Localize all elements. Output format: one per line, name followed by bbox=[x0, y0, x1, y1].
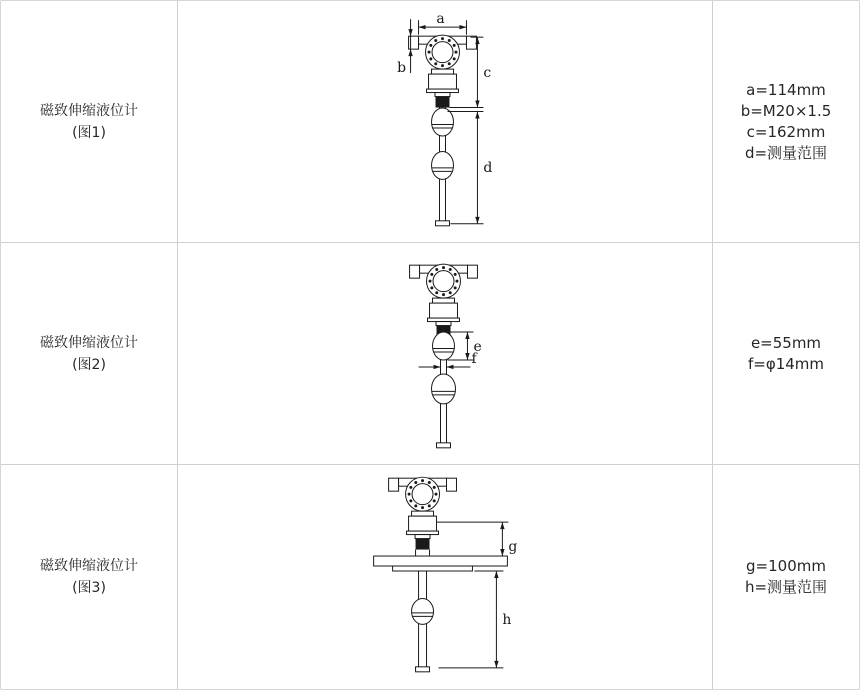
row3-label-cell bbox=[1, 465, 178, 689]
row2-specs-cell bbox=[713, 243, 859, 465]
transmitter-head bbox=[410, 264, 478, 336]
dim-label-b: b bbox=[397, 59, 407, 76]
row3-figure-cell bbox=[178, 465, 713, 689]
fig3-drawing bbox=[178, 465, 712, 689]
spec-line: c=162mm bbox=[746, 122, 826, 141]
mounting-flange-hub bbox=[393, 566, 473, 571]
dim-label-d: d bbox=[483, 159, 493, 176]
fig1-drawing bbox=[178, 1, 712, 243]
dimension-a bbox=[419, 11, 467, 34]
row1-figure-cell bbox=[178, 1, 713, 243]
dimension-g bbox=[437, 522, 518, 556]
figure-number: (图3) bbox=[72, 580, 106, 596]
float bbox=[433, 332, 455, 360]
dim-label-g: g bbox=[508, 539, 518, 556]
spec-line: g=100mm bbox=[746, 557, 826, 575]
dimension-b bbox=[397, 19, 413, 76]
dim-label-c: c bbox=[483, 64, 492, 81]
spec-line: b=M20×1.5 bbox=[740, 101, 832, 120]
row2-figure-cell bbox=[178, 243, 713, 465]
float bbox=[432, 151, 454, 179]
rod-end-cap bbox=[436, 220, 450, 225]
dim-label-f: f bbox=[471, 350, 477, 367]
float bbox=[412, 598, 434, 624]
instrument-name: 磁致伸缩液位计 bbox=[40, 102, 138, 119]
spec-line: e=55mm bbox=[750, 333, 822, 352]
row2-label-cell bbox=[1, 243, 178, 465]
dimension-d bbox=[447, 111, 492, 223]
row1-label-cell bbox=[1, 1, 178, 243]
mounting-flange bbox=[374, 556, 508, 566]
dim-label-h: h bbox=[502, 611, 512, 628]
row3-specs-cell bbox=[713, 465, 859, 689]
transmitter-head bbox=[389, 477, 457, 549]
rod-end-cap bbox=[437, 442, 451, 447]
instrument-name: 磁致伸缩液位计 bbox=[40, 334, 138, 351]
float bbox=[432, 373, 456, 403]
fig2-drawing bbox=[178, 243, 712, 465]
figure-number: (图1) bbox=[72, 124, 106, 141]
spec-line: d=测量范围 bbox=[744, 143, 828, 162]
transmitter-head bbox=[409, 35, 477, 107]
instrument-name: 磁致伸缩液位计 bbox=[40, 558, 138, 574]
spec-line: a=114mm bbox=[746, 80, 826, 99]
dim-label-a: a bbox=[436, 10, 445, 27]
dim-label-e: e bbox=[473, 338, 482, 355]
spec-line: h=测量范围 bbox=[744, 578, 828, 596]
rod-end-cap bbox=[416, 667, 430, 672]
float bbox=[432, 108, 454, 136]
dimension-h bbox=[439, 571, 512, 668]
spec-line: f=φ14mm bbox=[747, 354, 825, 373]
figure-number: (图2) bbox=[72, 356, 106, 373]
row1-specs-cell bbox=[713, 1, 859, 243]
